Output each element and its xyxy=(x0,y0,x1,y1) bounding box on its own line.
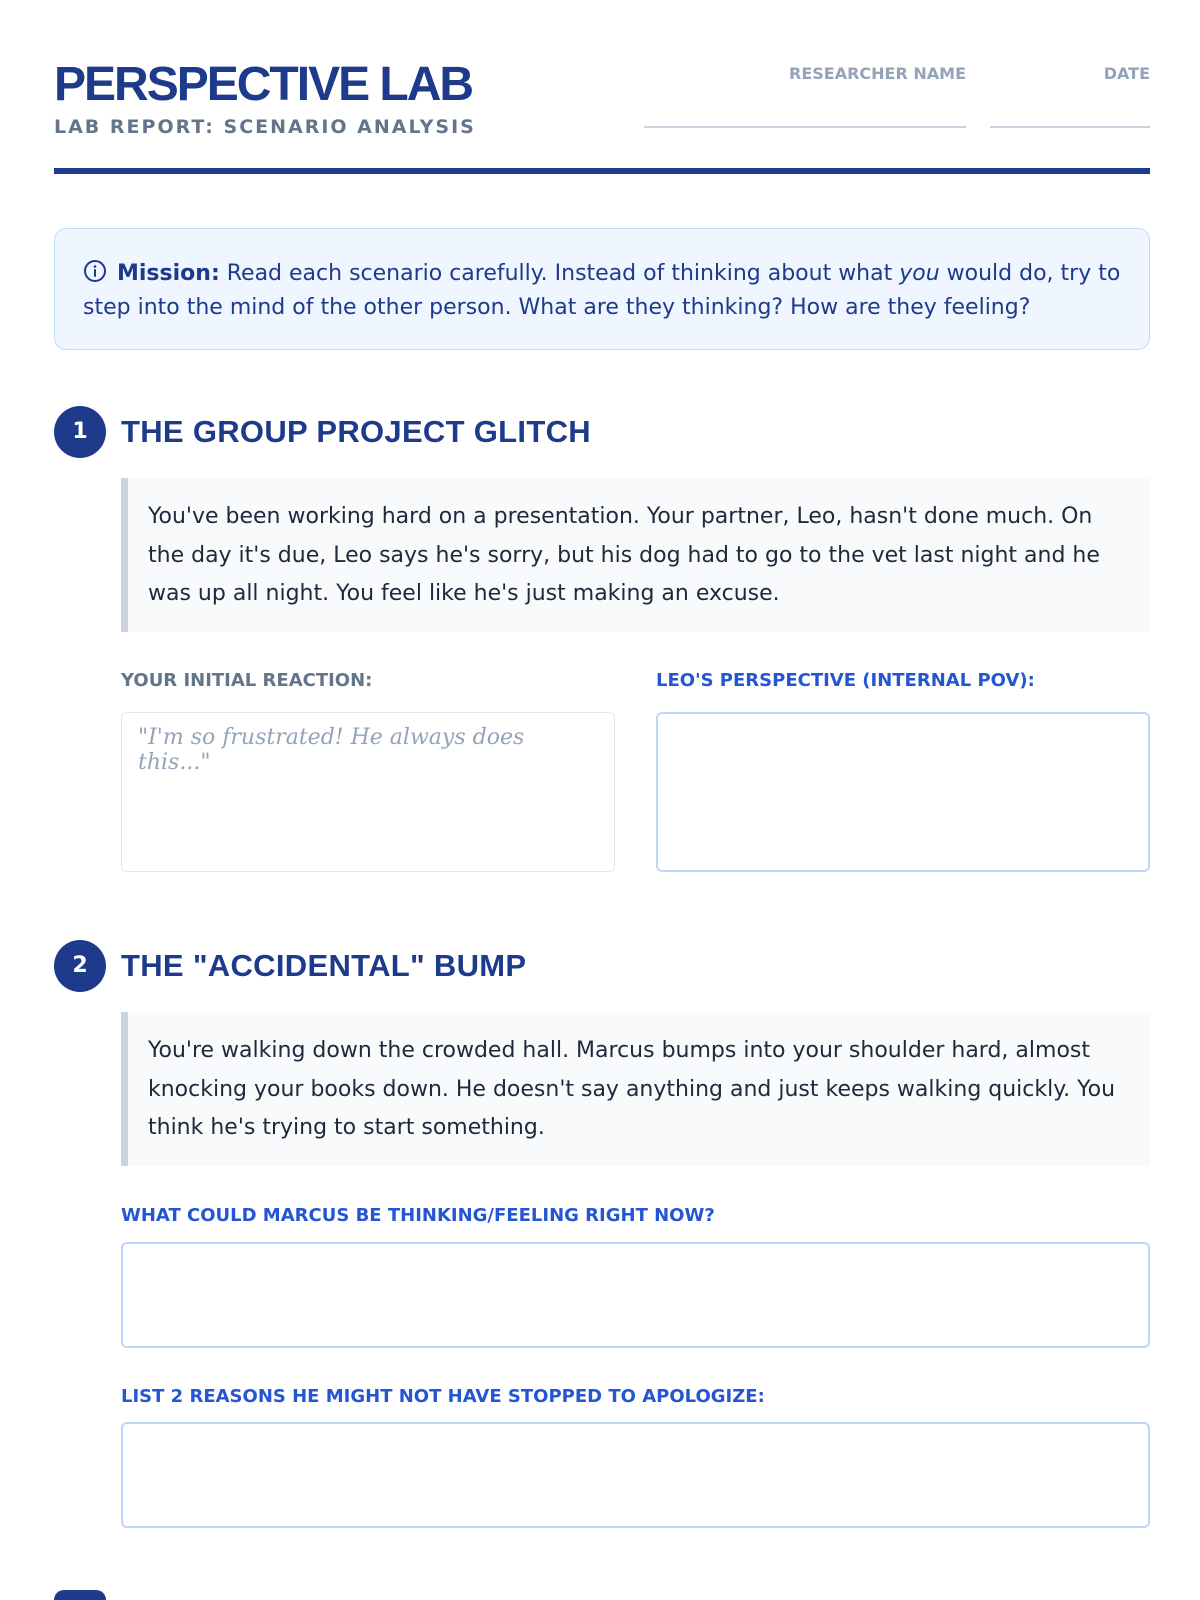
page-subtitle: LAB REPORT: SCENARIO ANALYSIS xyxy=(54,116,476,138)
initial-reaction-label: YOUR INITIAL REACTION: xyxy=(121,670,373,691)
initial-reaction-example: "I'm so frustrated! He always does this..." xyxy=(138,725,525,775)
marcus-thinking-input[interactable] xyxy=(121,1242,1150,1348)
initial-reaction-box[interactable] xyxy=(121,712,615,872)
section-2-scenario: You're walking down the crowded hall. Marcus bumps into your shoulder hard, almost knocking your books down. He doesn't say anything and just keeps walking quickly. You think he's trying to start something. xyxy=(121,1012,1150,1166)
section-1-number: 1 xyxy=(54,406,106,458)
date-line[interactable] xyxy=(990,126,1150,128)
date-field xyxy=(990,64,1150,83)
researcher-name-line[interactable] xyxy=(644,126,966,128)
researcher-name-label: RESEARCHER NAME xyxy=(789,64,966,83)
worksheet-page xyxy=(54,0,1150,1600)
mission-emphasis: you xyxy=(899,261,940,286)
info-icon xyxy=(83,259,107,283)
header xyxy=(54,58,1150,174)
leo-perspective-input[interactable] xyxy=(656,712,1150,872)
leo-perspective-label: LEO'S PERSPECTIVE (INTERNAL POV): xyxy=(656,670,1035,691)
section-1-scenario: You've been working hard on a presentation. Your partner, Leo, hasn't done much. On the day it's due, Leo says he's sorry, but his dog had to go to the vet last night and he was up all night. You feel like he's just making an excuse. xyxy=(121,478,1150,632)
apology-reasons-input[interactable] xyxy=(121,1422,1150,1528)
page-title: PERSPECTIVE LAB xyxy=(54,58,473,111)
marcus-thinking-label: WHAT COULD MARCUS BE THINKING/FEELING RIGHT NOW? xyxy=(121,1205,715,1226)
section-1-title: THE GROUP PROJECT GLITCH xyxy=(121,414,591,449)
date-label: DATE xyxy=(1103,64,1150,83)
section-2-title: THE "ACCIDENTAL" BUMP xyxy=(121,948,527,983)
apology-reasons-label: LIST 2 REASONS HE MIGHT NOT HAVE STOPPED TO APOLOGIZE: xyxy=(121,1386,765,1407)
researcher-name-field xyxy=(644,64,966,83)
section-2-number: 2 xyxy=(54,940,106,992)
mission-label: Mission: xyxy=(117,261,220,286)
mission-callout xyxy=(54,228,1150,350)
mission-text-after: would do, try to step into the mind of the other person. What are they thinking? How are they feeling? xyxy=(83,261,1121,320)
section-3-number-partial xyxy=(54,1590,106,1600)
mission-text-before: Read each scenario carefully. Instead of thinking about what xyxy=(219,261,900,286)
